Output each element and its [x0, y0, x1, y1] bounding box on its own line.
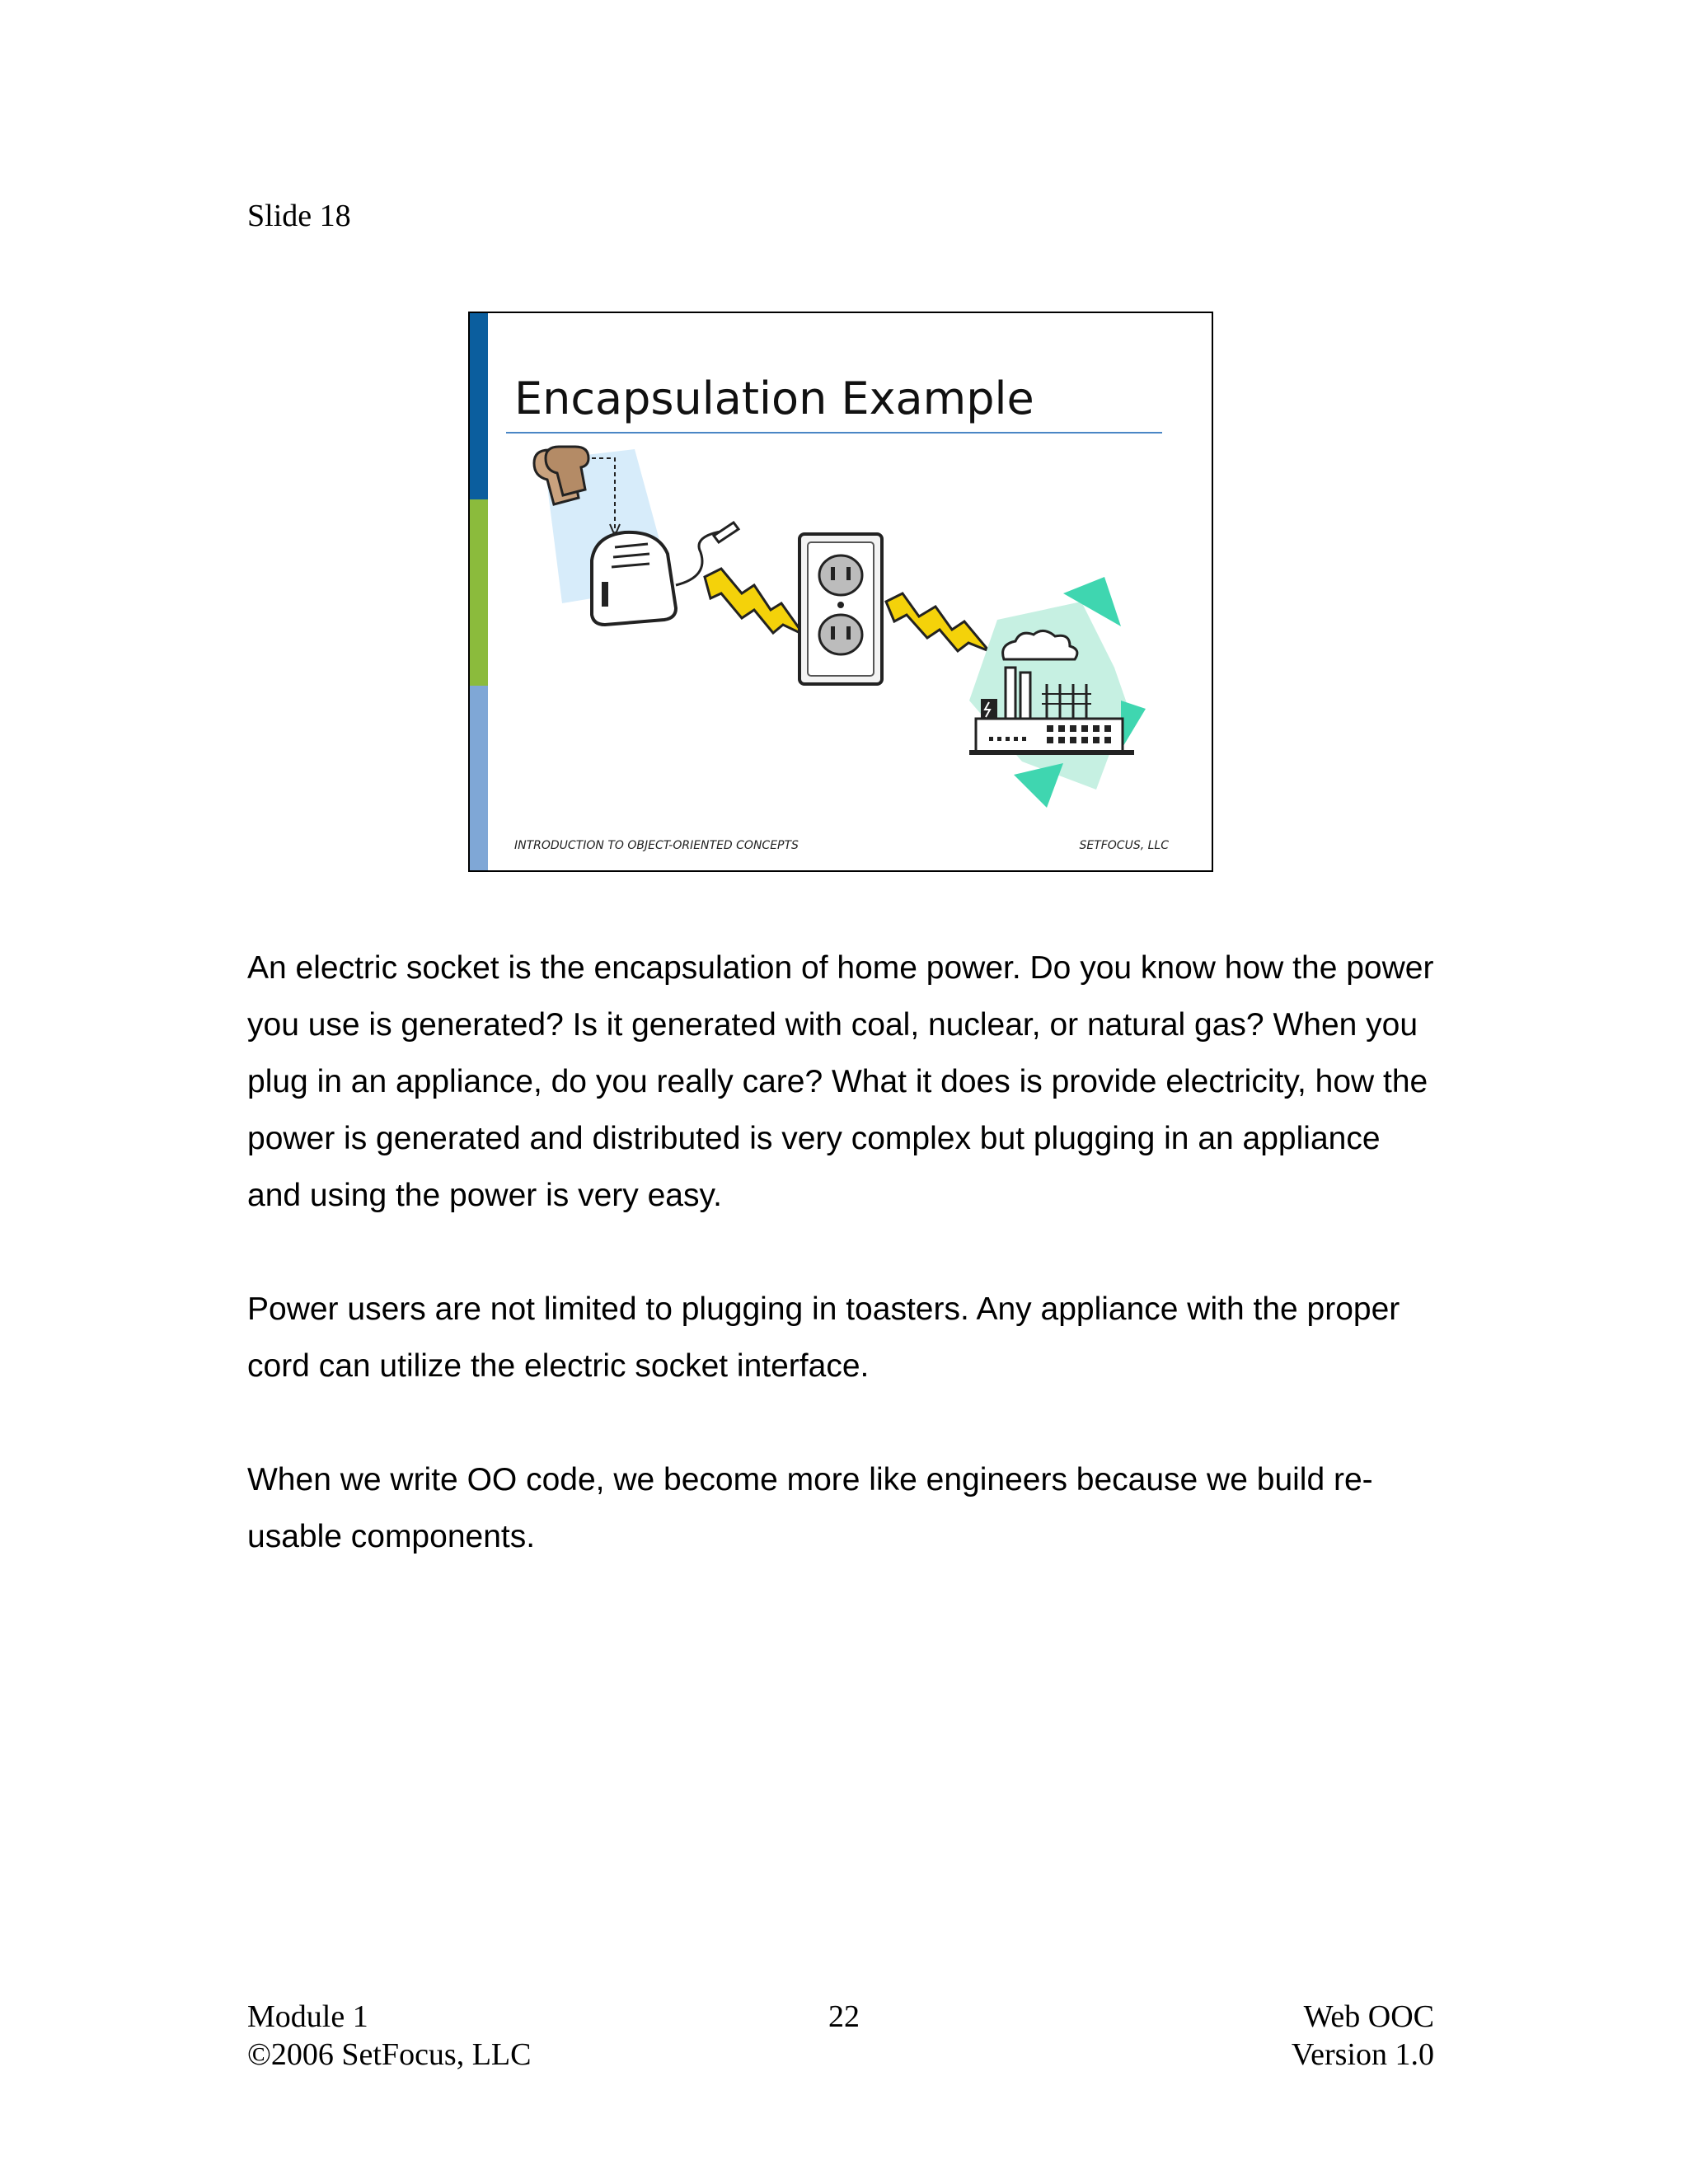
footer-copyright: ©2006 SetFocus, LLC — [247, 2037, 532, 2072]
slide-footer-course: INTRODUCTION TO OBJECT-ORIENTED CONCEPTS — [514, 839, 799, 852]
slide-title: Encapsulation Example — [514, 373, 1034, 424]
lightning-bolt-icon — [705, 569, 804, 635]
footer-course: Web OOC — [1303, 1999, 1434, 2034]
slide-thumbnail — [468, 312, 1213, 872]
slide-label: Slide 18 — [247, 199, 351, 233]
footer-page-number: 22 — [828, 1999, 860, 2034]
lightning-bolt-icon — [886, 593, 989, 651]
footer-module: Module 1 — [247, 1999, 368, 2034]
power-plant-backdrop-accent — [1121, 701, 1146, 750]
power-plant-backdrop-accent — [1014, 763, 1063, 808]
electric-outlet-icon — [799, 534, 882, 684]
body-paragraph: An electric socket is the encapsulation of home power. Do you know how the power you use is generated? Is it generated with coal, nuclear, or natural gas? When you plug in an appliance, do you really care? What it does is provide electricity, how the power is generated and distributed is very complex but plugging in an appliance and using the power is very easy. — [247, 950, 1434, 1213]
power-plant-backdrop — [969, 602, 1128, 790]
slide-illustration — [470, 313, 1213, 872]
body-paragraph: When we write OO code, we become more like engineers because we build re-usable components. — [247, 1462, 1373, 1554]
footer-version: Version 1.0 — [1291, 2037, 1434, 2072]
slide-footer-company: SETFOCUS, LLC — [1079, 839, 1169, 852]
body-paragraph: Power users are not limited to plugging in toasters. Any appliance with the proper cord can utilize the electric socket interface. — [247, 1291, 1400, 1384]
